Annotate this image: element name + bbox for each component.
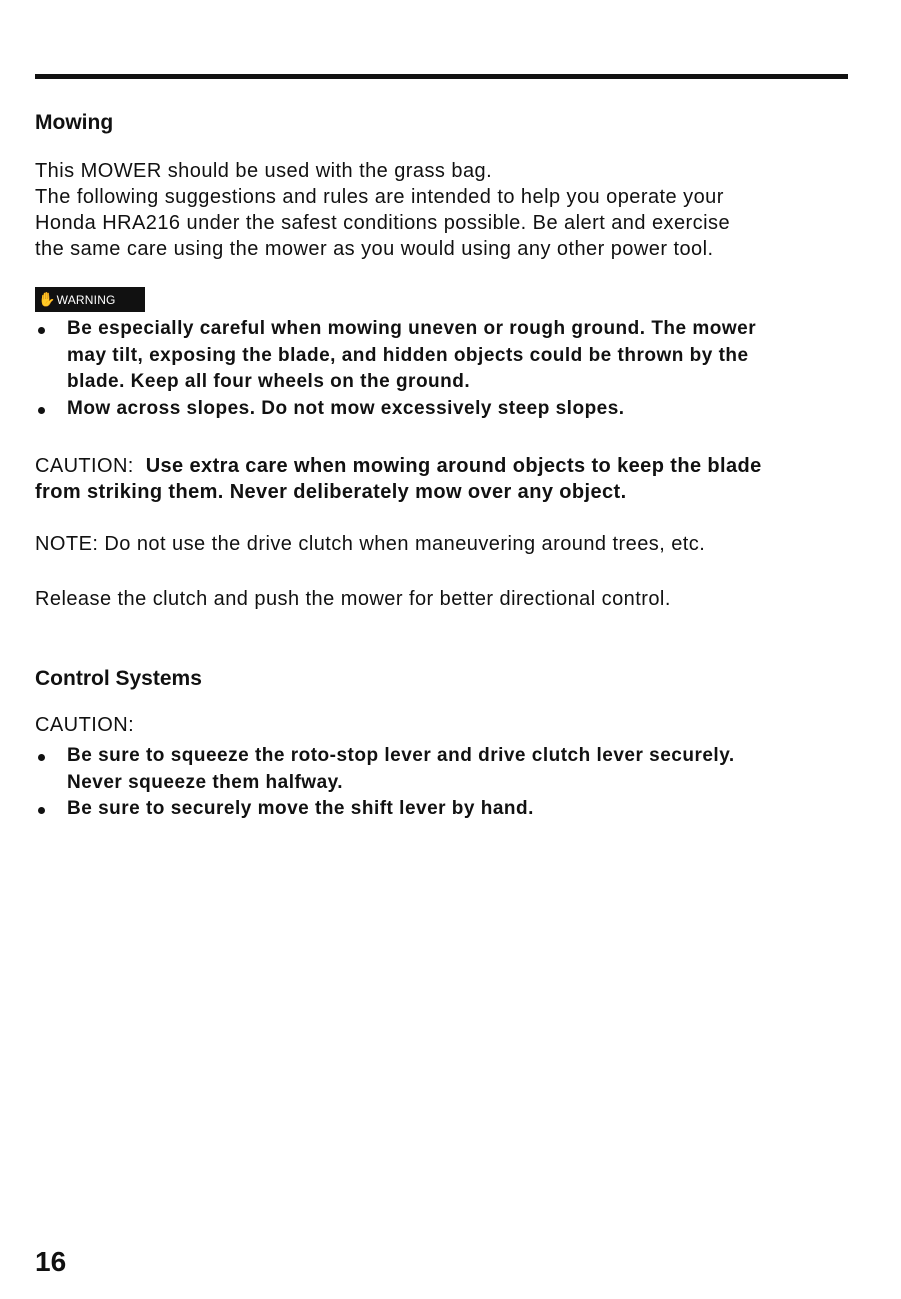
intro-line: This MOWER should be used with the grass bag. — [35, 160, 493, 182]
bullet-text: Mow across slopes. Do not mow excessively steep slopes. — [67, 397, 625, 419]
note-text: NOTE: Do not use the drive clutch when maneuvering around trees, etc. — [35, 533, 706, 555]
intro-line: the same care using the mower as you would using any other power tool. — [35, 238, 714, 260]
warning-bullet — [35, 396, 865, 423]
intro-line: The following suggestions and rules are intended to help you operate your — [35, 186, 724, 208]
bullet-dot — [38, 327, 45, 334]
mowing-caution — [35, 453, 855, 505]
mowing-heading: Mowing — [35, 111, 114, 134]
bullet-text: blade. Keep all four wheels on the ground. — [67, 371, 471, 392]
bullet-text: Be sure to squeeze the roto-stop lever and drive clutch lever securely. — [67, 745, 735, 766]
bullet-text: Be sure to securely move the shift lever by hand. — [67, 798, 534, 819]
bullet-dot — [38, 754, 45, 761]
release-text: Release the clutch and push the mower for better directional control. — [35, 588, 671, 610]
caution-label: CAUTION: — [35, 455, 134, 477]
control-bullet — [35, 743, 865, 796]
caution-text: from striking them. Never deliberately mow over any object. — [35, 481, 627, 503]
warning-label: WARNING — [56, 293, 116, 307]
warning-badge — [35, 287, 145, 312]
bullet-text: Be especially careful when mowing uneven or rough ground. The mower — [67, 318, 757, 339]
page-number: 16 — [35, 1246, 67, 1277]
warning-bullet-list — [35, 316, 865, 422]
control-systems-heading: Control Systems — [35, 667, 202, 690]
bullet-text: Never squeeze them halfway. — [67, 771, 344, 793]
bullet-dot — [38, 807, 45, 814]
bullet-text: may tilt, exposing the blade, and hidden objects could be thrown by the — [67, 344, 749, 366]
control-caution-label: CAUTION: — [35, 714, 135, 736]
caution-line — [35, 453, 855, 479]
control-bullet — [35, 796, 865, 823]
control-bullet-list — [35, 743, 865, 823]
warning-bullet — [35, 316, 865, 396]
mowing-intro — [35, 158, 855, 262]
caution-text: Use extra care when mowing around objects to keep the blade — [145, 455, 762, 477]
top-rule — [35, 74, 848, 79]
bullet-dot — [38, 407, 45, 414]
intro-line: Honda HRA216 under the safest conditions possible. Be alert and exercise — [35, 212, 731, 234]
warning-hand-icon: ✋ — [38, 291, 56, 307]
